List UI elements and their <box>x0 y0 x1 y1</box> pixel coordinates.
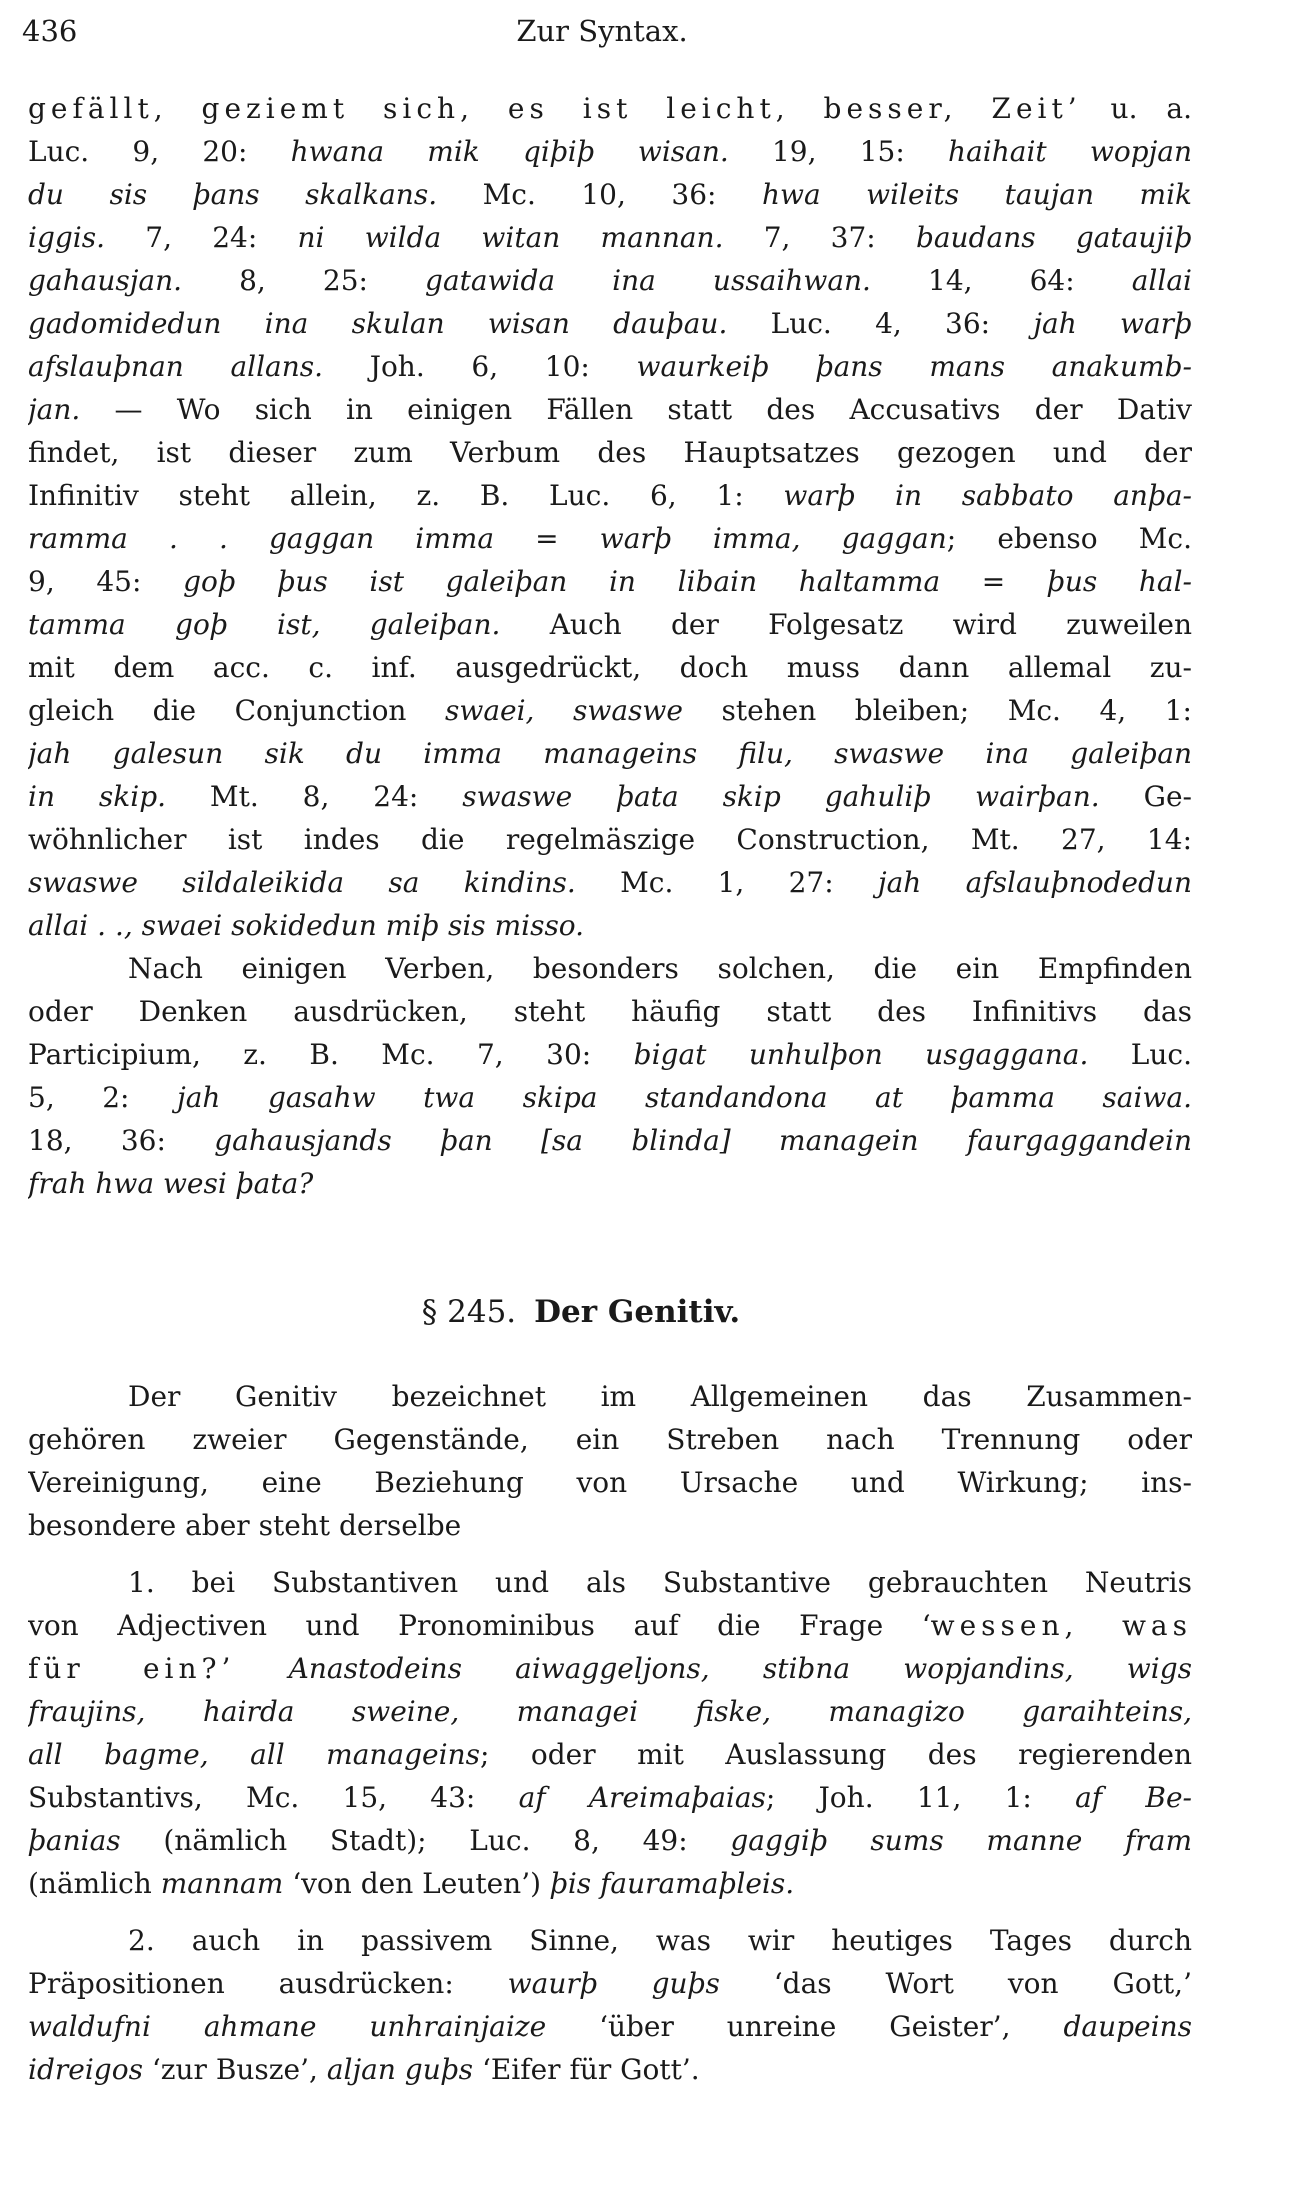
text-line <box>28 861 1192 904</box>
text-line <box>28 689 1192 732</box>
text-line <box>28 2005 1192 2048</box>
gothic-quotation: gadomidedun ina skulan wisan dauþau. <box>28 307 728 340</box>
gothic-quotation: af Be- <box>1075 1781 1192 1814</box>
text-run: 2. auch in passivem Sinne, was wir heutiges Tages durch <box>128 1924 1192 1957</box>
text-run: Luc. 4, 36: <box>727 307 1034 340</box>
gothic-quotation: bigat unhulþon usgaggana. <box>633 1038 1089 1071</box>
text-run: 8, 25: <box>182 264 426 297</box>
gothic-quotation: swaswe sildaleikida sa kindins. <box>28 866 576 899</box>
gothic-quotation: gahausjands þan [sa blinda] managein faurgaggandein <box>214 1124 1192 1157</box>
text-run: 18, 36: <box>28 1124 215 1157</box>
gothic-quotation: frah hwa wesi þata? <box>28 1167 314 1200</box>
gothic-quotation: goþ þus ist galeiþan in libain haltamma <box>183 565 941 598</box>
text-run: gleich die Conjunction <box>28 694 445 727</box>
text-run: (nämlich <box>28 1867 161 1900</box>
gothic-quotation: gatawida ina ussaihwan. <box>425 264 871 297</box>
text-line <box>28 130 1192 173</box>
text-run: findet, ist dieser zum Verbum des Hauptsatzes gezogen und der <box>28 436 1192 469</box>
text-line <box>28 990 1192 1033</box>
text-run: Mc. 10, 36: <box>437 178 762 211</box>
text-line <box>28 1461 1192 1504</box>
text-line <box>28 1418 1192 1461</box>
gothic-quotation: þis fauramaþleis. <box>549 1867 795 1900</box>
text-line <box>28 1819 1192 1862</box>
text-line <box>28 1375 1192 1418</box>
text-line <box>28 388 1192 431</box>
gothic-quotation: jah afslauþnodedun <box>877 866 1192 899</box>
text-line <box>28 904 1192 947</box>
section-heading <box>0 1294 1162 1330</box>
text-run: besondere aber steht derselbe <box>28 1509 462 1542</box>
running-title: Zur Syntax. <box>516 14 688 48</box>
gothic-quotation: waldufni ahmane unhrainjaize <box>28 2010 547 2043</box>
text-run: ‘von den Leuten’) <box>283 1867 550 1900</box>
gothic-quotation: haihait wopjan <box>948 135 1192 168</box>
text-run: gehören zweier Gegenstände, ein Streben nach Trennung oder <box>28 1423 1192 1456</box>
text-run: 7, 37: <box>723 221 916 254</box>
text-run: wöhnlicher ist indes die regelmäszige Construction, Mt. 27, 14: <box>28 823 1192 856</box>
text-line <box>28 1962 1192 2005</box>
text-run: = <box>494 522 600 555</box>
gothic-quotation: afslauþnan allans. <box>28 350 324 383</box>
text-run: Vereinigung, eine Beziehung von Ursache und Wirkung; ins- <box>28 1466 1192 1499</box>
text-run: Luc. 9, 20: <box>28 135 291 168</box>
text-run: 9, 45: <box>28 565 184 598</box>
text-run: Substantivs, Mc. 15, 43: <box>28 1781 519 1814</box>
gothic-quotation: þanias <box>28 1824 121 1857</box>
text-run <box>235 1652 288 1685</box>
text-run: Nach einigen Verben, besonders solchen, die ein Empfinden <box>128 952 1192 985</box>
text-block-top <box>28 87 1192 1205</box>
text-line <box>28 1119 1192 1162</box>
gothic-quotation: allai <box>1131 264 1192 297</box>
text-line <box>28 1076 1192 1119</box>
text-line <box>28 1033 1192 1076</box>
text-run: 14, 64: <box>870 264 1132 297</box>
gothic-quotation: gaggiþ sums manne fram <box>730 1824 1192 1857</box>
paragraph <box>28 947 1192 1205</box>
text-run: 7, 24: <box>105 221 298 254</box>
page-number: 436 <box>22 14 78 48</box>
text-line <box>28 1690 1192 1733</box>
text-run: Ge- <box>1099 780 1192 813</box>
text-run: — Wo sich in einigen Fällen statt des Accusativs der Dativ <box>80 393 1192 426</box>
section-number: § 245. <box>421 1294 517 1330</box>
text-line <box>28 2048 1192 2091</box>
gothic-quotation: hwa wileits taujan mik <box>761 178 1192 211</box>
gothic-quotation: þus hal- <box>1046 565 1192 598</box>
text-line <box>28 302 1192 345</box>
gothic-quotation: af Areimaþaias <box>518 1781 766 1814</box>
spaced-text: wessen, was <box>930 1609 1192 1642</box>
text-line <box>28 646 1192 689</box>
gothic-quotation: waurþ guþs <box>507 1967 720 2000</box>
text-line <box>28 345 1192 388</box>
paragraph <box>28 1561 1192 1905</box>
gothic-quotation: jah warþ <box>1033 307 1192 340</box>
gothic-quotation: waurkeiþ þans mans anakumb- <box>636 350 1192 383</box>
gothic-quotation: jah gasahw twa skipa standandona at þamma saiwa. <box>177 1081 1192 1114</box>
text-run: ; oder mit Auslassung des regierenden <box>479 1738 1192 1771</box>
text-run: Auch der Folgesatz wird zuweilen <box>500 608 1192 641</box>
text-line <box>28 1919 1192 1962</box>
text-run: 1. bei Substantiven und als Substantive gebrauchten Neutris <box>128 1566 1192 1599</box>
text-run: ‘zur Busze’, <box>142 2053 327 2086</box>
text-line <box>28 517 1192 560</box>
text-line <box>28 818 1192 861</box>
text-run: Participium, z. B. Mc. 7, 30: <box>28 1038 634 1071</box>
gothic-quotation: du sis þans skalkans. <box>28 178 438 211</box>
paragraph <box>28 87 1192 947</box>
text-line <box>28 1733 1192 1776</box>
gothic-quotation: Anastodeins aiwaggeljons, stibna wopjandins, wigs <box>288 1652 1192 1685</box>
text-run: Joh. 6, 10: <box>323 350 637 383</box>
text-run: Präpositionen ausdrücken: <box>28 1967 508 2000</box>
gothic-quotation: idreigos <box>28 2053 143 2086</box>
gothic-quotation: iggis. <box>28 221 106 254</box>
text-line <box>28 775 1192 818</box>
gothic-quotation: ni wilda witan mannan. <box>297 221 724 254</box>
text-run: 19, 15: <box>728 135 949 168</box>
text-run: oder Denken ausdrücken, steht häufig statt des Infinitivs das <box>28 995 1192 1028</box>
text-run: ; ebenso Mc. <box>946 522 1192 555</box>
gothic-quotation: swaswe þata skip gahuliþ wairþan. <box>462 780 1100 813</box>
text-run: ‘Eifer für Gott’. <box>473 2053 700 2086</box>
text-run: = <box>940 565 1047 598</box>
text-line <box>28 1776 1192 1819</box>
text-line <box>28 474 1192 517</box>
text-line <box>28 216 1192 259</box>
text-line <box>28 173 1192 216</box>
text-line <box>28 603 1192 646</box>
text-block-bottom <box>28 1375 1192 2091</box>
text-run: (nämlich Stadt); Luc. 8, 49: <box>120 1824 731 1857</box>
text-run: Mt. 8, 24: <box>166 780 463 813</box>
text-run: Mc. 1, 27: <box>575 866 878 899</box>
gothic-quotation: warþ in sabbato anþa- <box>783 479 1192 512</box>
text-line <box>28 560 1192 603</box>
text-line <box>28 1162 1192 1205</box>
text-run: Der Genitiv bezeichnet im Allgemeinen das Zusammen- <box>128 1380 1192 1413</box>
text-line <box>28 431 1192 474</box>
text-line <box>28 1862 1192 1905</box>
gothic-quotation: warþ imma, gaggan <box>599 522 947 555</box>
gothic-quotation: in skip. <box>28 780 167 813</box>
text-run: ‘über unreine Geister’, <box>546 2010 1064 2043</box>
gothic-quotation: allai . ., swaei sokidedun miþ sis misso. <box>28 909 585 942</box>
text-line <box>28 947 1192 990</box>
section-title: Der Genitiv. <box>534 1294 741 1330</box>
text-line <box>28 1604 1192 1647</box>
text-run: Luc. <box>1088 1038 1192 1071</box>
text-run: Infinitiv steht allein, z. B. Luc. 6, 1: <box>28 479 784 512</box>
text-line <box>28 259 1192 302</box>
paragraph-gap <box>28 1547 1192 1561</box>
gothic-quotation: gahausjan. <box>28 264 183 297</box>
paragraph <box>28 1919 1192 2091</box>
gothic-quotation: jan. <box>28 393 81 426</box>
gothic-quotation: baudans gataujiþ <box>915 221 1192 254</box>
text-line <box>28 87 1192 130</box>
text-line <box>28 1504 1192 1547</box>
text-line <box>28 1647 1192 1690</box>
gothic-quotation: jah galesun sik du imma manageins filu, swaswe ina galeiþan <box>28 737 1192 770</box>
paragraph <box>28 1375 1192 1547</box>
gothic-quotation: aljan guþs <box>326 2053 474 2086</box>
gothic-quotation: hwana mik qiþiþ wisan. <box>290 135 729 168</box>
gothic-quotation: all bagme, all manageins <box>28 1738 480 1771</box>
text-run: mit dem acc. c. inf. ausgedrückt, doch muss dann allemal zu- <box>28 651 1192 684</box>
gothic-quotation: tamma goþ ist, galeiþan. <box>28 608 501 641</box>
gothic-quotation: ramma . . gaggan imma <box>28 522 495 555</box>
text-line <box>28 732 1192 775</box>
spaced-text: gefällt, geziemt sich, es ist leicht, besser, Zeit’ <box>28 92 1082 125</box>
paragraph-gap <box>28 1905 1192 1919</box>
gothic-quotation: daupeins <box>1063 2010 1192 2043</box>
gothic-quotation: mannam <box>160 1867 284 1900</box>
text-run: 5, 2: <box>28 1081 178 1114</box>
spaced-text: für ein?’ <box>28 1652 236 1685</box>
gothic-quotation: swaei, swaswe <box>445 694 683 727</box>
gothic-quotation: fraujins, hairda sweine, managei fiske, managizo garaihteins, <box>28 1695 1192 1728</box>
text-run: stehen bleiben; Mc. 4, 1: <box>682 694 1192 727</box>
text-line <box>28 1561 1192 1604</box>
text-run: u. a. <box>1081 92 1192 125</box>
text-run: ‘das Wort von Gott,’ <box>719 1967 1192 2000</box>
text-run: von Adjectiven und Pronominibus auf die Frage ‘ <box>28 1609 931 1642</box>
text-run: ; Joh. 11, 1: <box>765 1781 1076 1814</box>
